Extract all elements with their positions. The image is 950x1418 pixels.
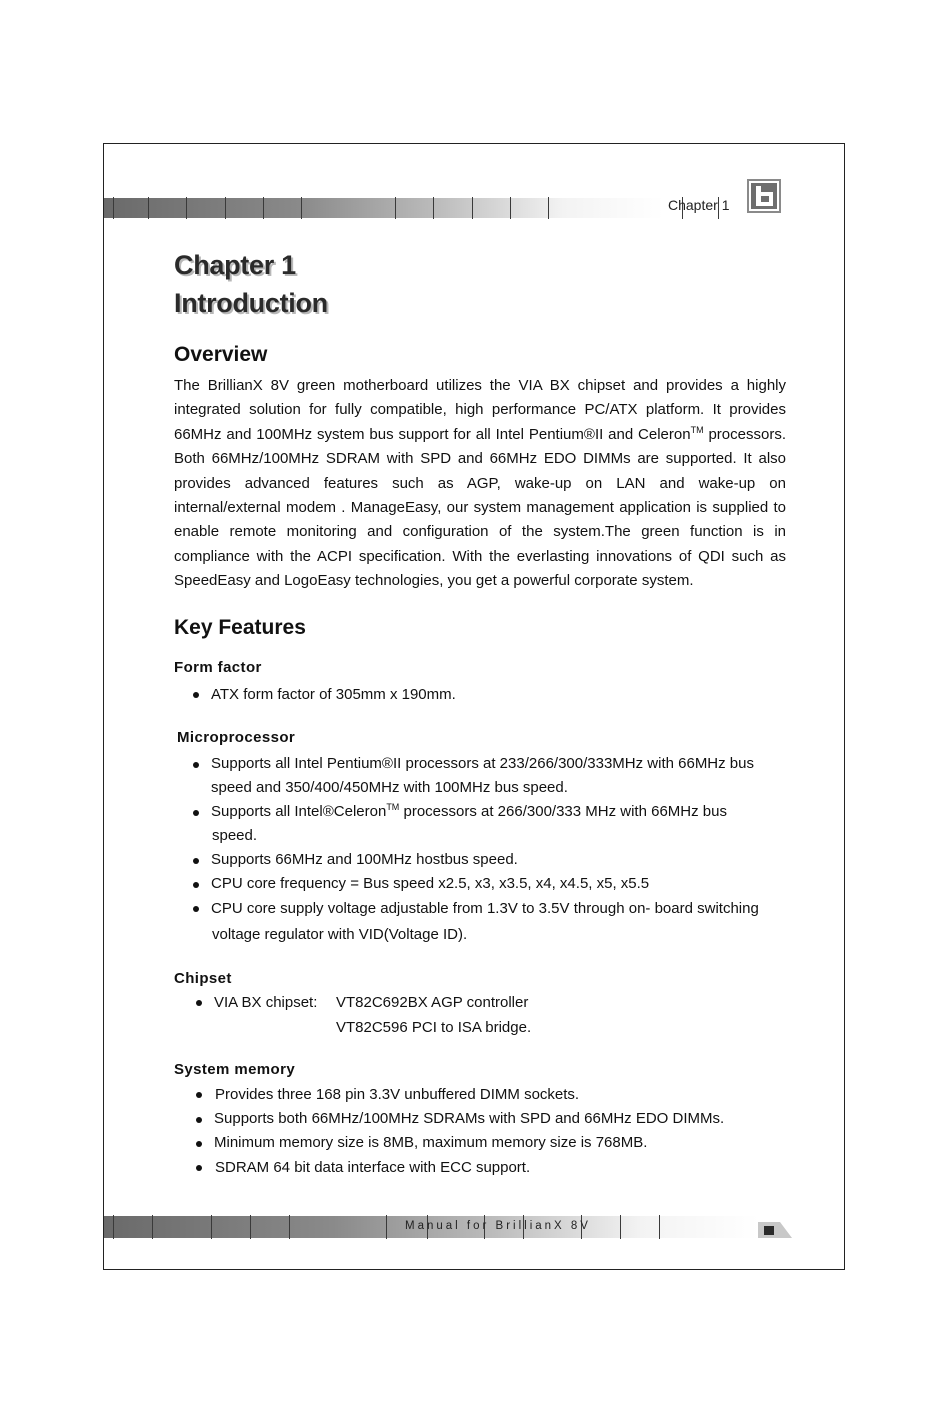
chipset-heading: Chipset <box>174 970 232 987</box>
form-factor-heading: Form factor <box>174 659 262 676</box>
cpu-item-5-line1: CPU core supply voltage adjustable from 1.3V to 3.5V through on- board switching <box>211 900 759 917</box>
bullet-icon <box>196 1000 202 1006</box>
chipset-line-1: VT82C692BX AGP controller <box>336 994 529 1011</box>
cpu-item-4: CPU core frequency = Bus speed x2.5, x3, x3.5, x4, x4.5, x5, x5.5 <box>211 875 650 892</box>
bar-divider <box>301 197 302 219</box>
bar-divider <box>113 1215 114 1239</box>
overview-heading: Overview <box>174 343 268 366</box>
header-bar <box>104 198 664 218</box>
page-corner-icon <box>758 1218 792 1240</box>
bar-divider <box>148 197 149 219</box>
bar-divider <box>659 1215 660 1239</box>
bar-divider <box>472 197 473 219</box>
bullet-icon <box>193 692 199 698</box>
memory-item-4: SDRAM 64 bit data interface with ECC support. <box>215 1159 531 1176</box>
header-chapter-label: Chapter 1 <box>668 197 730 213</box>
bar-divider <box>250 1215 251 1239</box>
bullet-icon <box>196 1117 202 1123</box>
chapter-title: Chapter 1 <box>174 250 296 280</box>
bullet-icon <box>193 882 199 888</box>
bullet-icon <box>193 810 199 816</box>
cpu-item-2-line2: speed. <box>212 827 258 844</box>
cpu-item-1-line2: speed and 350/400/450MHz with 100MHz bus speed. <box>211 779 568 796</box>
bar-divider <box>510 197 511 219</box>
trademark-mark: TM <box>386 802 400 812</box>
form-factor-item: ATX form factor of 305mm x 190mm. <box>211 686 456 703</box>
bar-divider <box>152 1215 153 1239</box>
chapter-subtitle: Introduction <box>174 288 328 318</box>
cpu-item-5-line2: voltage regulator with VID(Voltage ID). <box>212 926 468 943</box>
memory-item-2: Supports both 66MHz/100MHz SDRAMs with SPD and 66MHz EDO DIMMs. <box>214 1110 725 1127</box>
bullet-icon <box>196 1141 202 1147</box>
key-features-heading: Key Features <box>174 616 306 639</box>
bar-divider <box>263 197 264 219</box>
bar-divider <box>395 197 396 219</box>
bullet-icon <box>193 858 199 864</box>
system-memory-heading: System memory <box>174 1061 296 1078</box>
bar-divider <box>186 197 187 219</box>
bar-divider <box>548 197 549 219</box>
qdi-logo-icon <box>746 178 782 214</box>
bullet-icon <box>196 1165 202 1171</box>
trademark-mark: TM <box>690 424 704 435</box>
cpu-item-3: Supports 66MHz and 100MHz hostbus speed. <box>211 851 518 868</box>
bar-divider <box>620 1215 621 1239</box>
bullet-icon <box>193 906 199 912</box>
memory-item-3: Minimum memory size is 8MB, maximum memory size is 768MB. <box>214 1134 648 1151</box>
microprocessor-heading: Microprocessor <box>177 729 296 746</box>
bar-divider <box>386 1215 387 1239</box>
bar-divider <box>289 1215 290 1239</box>
bullet-icon <box>193 762 199 768</box>
cpu-item-1-line1: Supports all Intel Pentium®II processors at 233/266/300/333MHz with 66MHz bus <box>211 755 754 772</box>
bullet-icon <box>196 1092 202 1098</box>
footer-manual-label: Manual for BrillianX 8V <box>405 1220 591 1232</box>
chipset-line-2: VT82C596 PCI to ISA bridge. <box>336 1019 532 1036</box>
cpu-item-2-line1: Supports all Intel®Celeron™ processors at 266/300/333 MHz with 66MHz bus <box>211 802 727 820</box>
bar-divider <box>225 197 226 219</box>
memory-item-1: Provides three 168 pin 3.3V unbuffered DIMM sockets. <box>215 1086 580 1103</box>
chipset-label: VIA BX chipset: <box>214 994 318 1011</box>
overview-paragraph: The BrillianX 8V green motherboard utilizes the VIA BX chipset and provides a highly integrated solution for fully compatible, high performance PC/ATX platform. It provides 66MHz and 100MHz system bus support for all Intel Pentium®II and Celeron™ processors. Both 66MHz/100MHz SDRAM with SPD and 66MHz EDO DIMMs are supported. It also provides advanced features such as AGP, wake-up on LAN and wake-up on internal/external modem . ManageEasy, our system management application is supplied to enable remote monitoring and configuration of the system.The green function is in compliance with the ACPI specification. With the everlasting innovations of QDI such as SpeedEasy and LogoEasy technologies, you get a powerful corporate system. <box>174 377 786 590</box>
bar-divider <box>433 197 434 219</box>
bar-divider <box>113 197 114 219</box>
bar-divider <box>211 1215 212 1239</box>
